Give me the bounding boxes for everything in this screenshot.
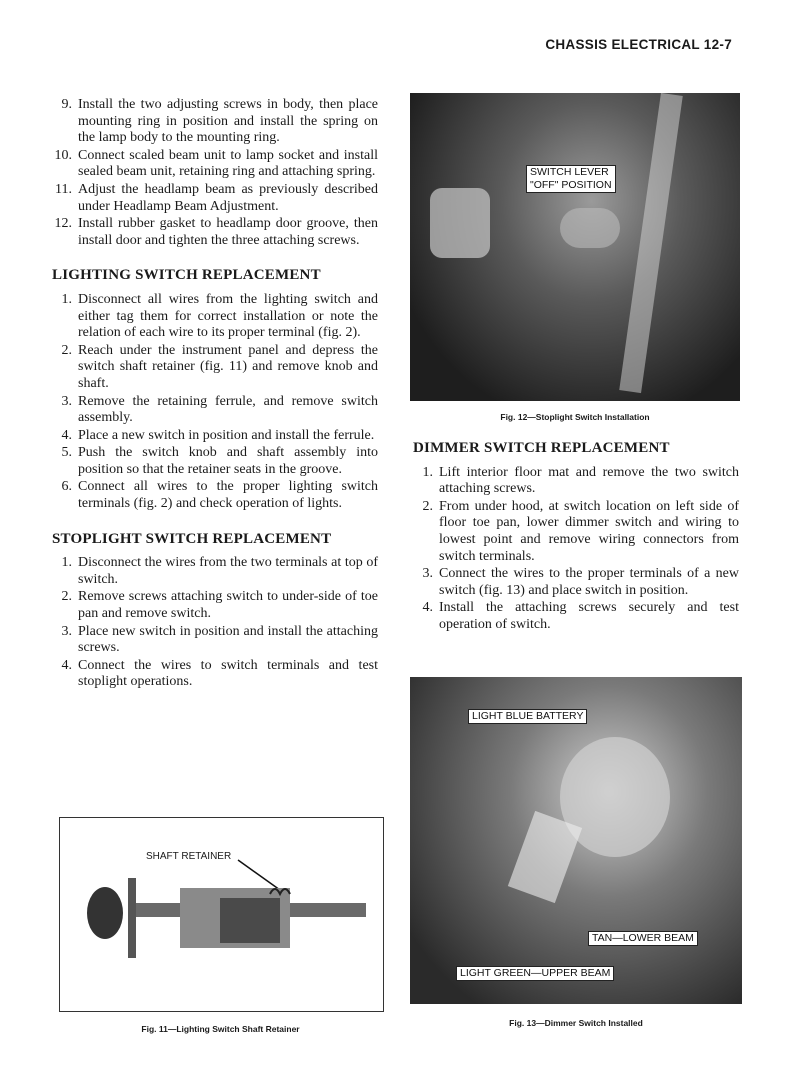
fig13-label-battery: LIGHT BLUE BATTERY (468, 709, 587, 724)
step-number: 1. (61, 291, 72, 307)
step-number: 10. (54, 147, 72, 163)
fig13-photo (410, 677, 742, 1004)
step-text: Connect scaled beam unit to lamp socket and install sealed beam unit, retaining ring and attaching spring. (78, 147, 378, 180)
step-text: Disconnect all wires from the lighting switch and either tag them for correct installation or note the relation of each wire to its proper terminal (fig. 2). (78, 291, 378, 341)
lighting-steps (52, 292, 378, 513)
step-item (52, 216, 378, 249)
step-number: 4. (61, 427, 72, 443)
step-item (52, 479, 378, 512)
step-text: Lift interior floor mat and remove the two switch attaching screws. (439, 464, 739, 497)
dimmer-steps (413, 465, 739, 634)
step-item (52, 148, 378, 181)
step-item (413, 600, 739, 633)
fig13-label-upper-beam: LIGHT GREEN—UPPER BEAM (456, 966, 614, 981)
step-text: Install rubber gasket to headlamp door groove, then install door and tighten the three attaching screws. (78, 216, 378, 248)
stoplight-steps (52, 555, 378, 691)
right-column (413, 440, 739, 635)
step-text: From under hood, at switch location on left side of floor toe pan, lower dimmer switch and wiring to lowest point and remove wiring connectors from switch terminals. (439, 498, 739, 564)
step-number: 2. (422, 498, 433, 514)
stoplight-heading: STOPLIGHT SWITCH REPLACEMENT (52, 530, 332, 547)
fig12-photo (410, 93, 740, 401)
step-item (52, 343, 378, 393)
step-number: 9. (61, 97, 72, 112)
step-number: 6. (61, 479, 72, 495)
step-item (52, 292, 378, 342)
step-item (52, 658, 378, 691)
lighting-heading: LIGHTING SWITCH REPLACEMENT (52, 267, 321, 284)
step-text: Place new switch in position and install the attaching screws. (78, 623, 378, 656)
step-text: Push the switch knob and shaft assembly into position so that the retainer seats in the groove. (78, 445, 378, 477)
step-item (52, 589, 378, 622)
step-number: 12. (54, 216, 72, 232)
page-header: CHASSIS ELECTRICAL 12-7 (545, 37, 732, 52)
step-number: 1. (422, 464, 433, 480)
step-item (413, 499, 739, 565)
step-number: 3. (61, 623, 72, 639)
step-text: Remove the retaining ferrule, and remove switch assembly. (78, 393, 378, 426)
step-number: 5. (61, 445, 72, 461)
step-text: Reach under the instrument panel and depress the switch shaft retainer (fig. 11) and remove knob and shaft. (78, 342, 378, 391)
step-item (413, 566, 739, 599)
step-number: 1. (61, 555, 72, 571)
step-number: 3. (61, 393, 72, 409)
step-number: 11. (55, 181, 72, 197)
step-text: Install the two adjusting screws in body, then place mounting ring in position and install the spring on the lamp body to the mounting ring. (78, 97, 378, 146)
fig13-caption: Fig. 13—Dimmer Switch Installed (509, 1018, 643, 1028)
step-text: Remove screws attaching switch to under-side of toe pan and remove switch. (78, 589, 378, 622)
step-item (52, 182, 378, 215)
step-item (52, 555, 378, 588)
step-item (52, 428, 378, 445)
step-item (52, 445, 378, 478)
step-number: 2. (61, 589, 72, 605)
step-text: Connect the wires to switch terminals and test stoplight operations. (78, 657, 378, 690)
fig11-drawing (60, 818, 383, 1011)
step-text: Connect all wires to the proper lighting switch terminals (fig. 2) and check operation of lights. (78, 479, 378, 512)
headlamp-steps (52, 97, 378, 249)
step-number: 2. (61, 342, 72, 358)
step-text: Adjust the headlamp beam as previously described under Headlamp Beam Adjustment. (78, 181, 378, 214)
step-number: 4. (422, 600, 433, 616)
step-text: Connect the wires to the proper terminals of a new switch (fig. 13) and place switch in position. (439, 566, 739, 598)
fig11-caption: Fig. 11—Lighting Switch Shaft Retainer (141, 1024, 300, 1034)
step-text: Install the attaching screws securely and test operation of switch. (439, 600, 739, 632)
step-text: Place a new switch in position and install the ferrule. (78, 427, 375, 443)
fig11-label: SHAFT RETAINER (146, 851, 232, 862)
dimmer-heading: DIMMER SWITCH REPLACEMENT (413, 440, 670, 456)
step-number: 3. (422, 566, 433, 582)
step-item (52, 97, 378, 147)
step-item (52, 624, 378, 657)
fig12-caption: Fig. 12—Stoplight Switch Installation (500, 412, 650, 422)
fig11-frame (59, 817, 384, 1012)
step-item (413, 465, 739, 498)
step-text: Disconnect the wires from the two terminals at top of switch. (78, 555, 378, 587)
fig12-label: SWITCH LEVER "OFF" POSITION (526, 165, 616, 193)
step-number: 4. (61, 657, 72, 673)
left-column (52, 97, 378, 692)
step-item (52, 394, 378, 427)
fig13-label-lower-beam: TAN—LOWER BEAM (588, 931, 698, 946)
